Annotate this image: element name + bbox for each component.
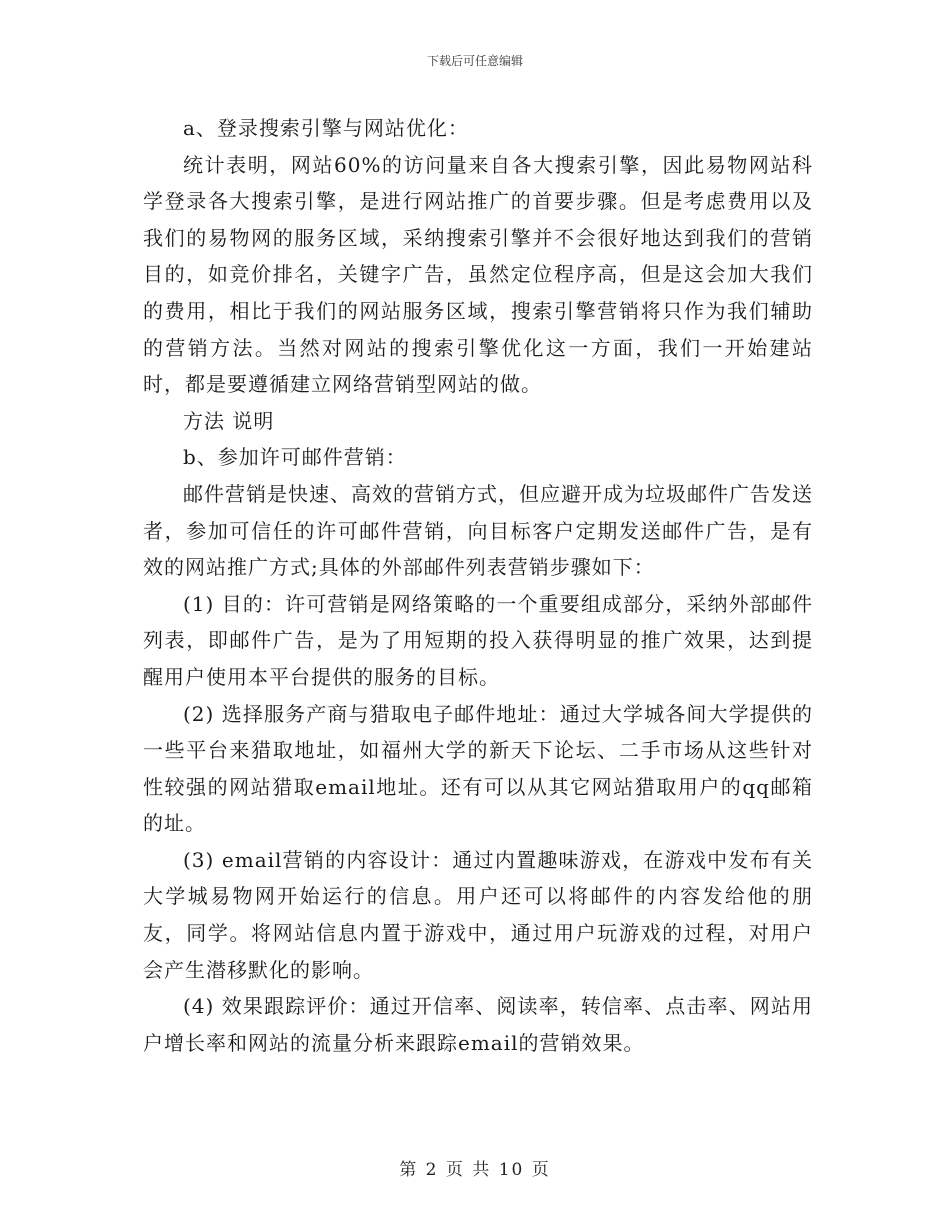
page-footer: 第 2 页 共 10 页 — [399, 1160, 551, 1180]
document-body — [143, 110, 813, 1061]
list-item-4: (4) 效果跟踪评价：通过开信率、阅读率，转信率、点击率、网站用户增长率和网站的流量分析来跟踪email的营销效果。 — [143, 994, 813, 1055]
section-heading-b: b、参加许可邮件营销： — [183, 445, 407, 470]
list-item-1: (1) 目的：许可营销是网络策略的一个重要组成部分，采纳外部邮件列表，即邮件广告，是为了用短期的投入获得明显的推广效果，达到提醒用户使用本平台提供的服务的目标。 — [143, 591, 813, 689]
method-note: 方法 说明 — [183, 408, 275, 433]
page-header: 下载后可任意编辑 — [426, 54, 523, 68]
list-item-3: (3) email营销的内容设计：通过内置趣味游戏，在游戏中发布有关大学城易物网开始运行的信息。用户还可以将邮件的内容发给他的朋友，同学。将网站信息内置于游戏中，通过用户玩游戏的过程，对用户会产生潜移默化的影响。 — [143, 847, 813, 982]
section-heading-a: a、登录搜索引擎与网站优化： — [183, 116, 469, 140]
paragraph-email-marketing: 邮件营销是快速、高效的营销方式，但应避开成为垃圾邮件广告发送者，参加可信任的许可邮件营销，向目标客户定期发送邮件广告，是有效的网站推广方式;具体的外部邮件列表营销步骤如下： — [143, 481, 813, 580]
paragraph-search-engine: 统计表明，网站60%的访问量来自各大搜索引擎，因此易物网站科学登录各大搜索引擎，是进行网站推广的首要步骤。但是考虑费用以及我们的易物网的服务区域，采纳搜索引擎并不会很好地达到我们的营销目的，如竞价排名，关键字广告，虽然定位程序高，但是这会加大我们的费用，相比于我们的网站服务区域，搜索引擎营销将只作为我们辅助的营销方法。当然对网站的搜索引擎优化这一方面，我们一开始建站时，都是要遵循建立网络营销型网站的做。 — [143, 152, 813, 397]
list-item-2: (2) 选择服务产商与猎取电子邮件地址：通过大学城各间大学提供的一些平台来猎取地址，如福州大学的新天下论坛、二手市场从这些针对性较强的网站猎取email地址。还有可以从其它网站猎取用户的qq邮箱的址。 — [143, 701, 813, 836]
